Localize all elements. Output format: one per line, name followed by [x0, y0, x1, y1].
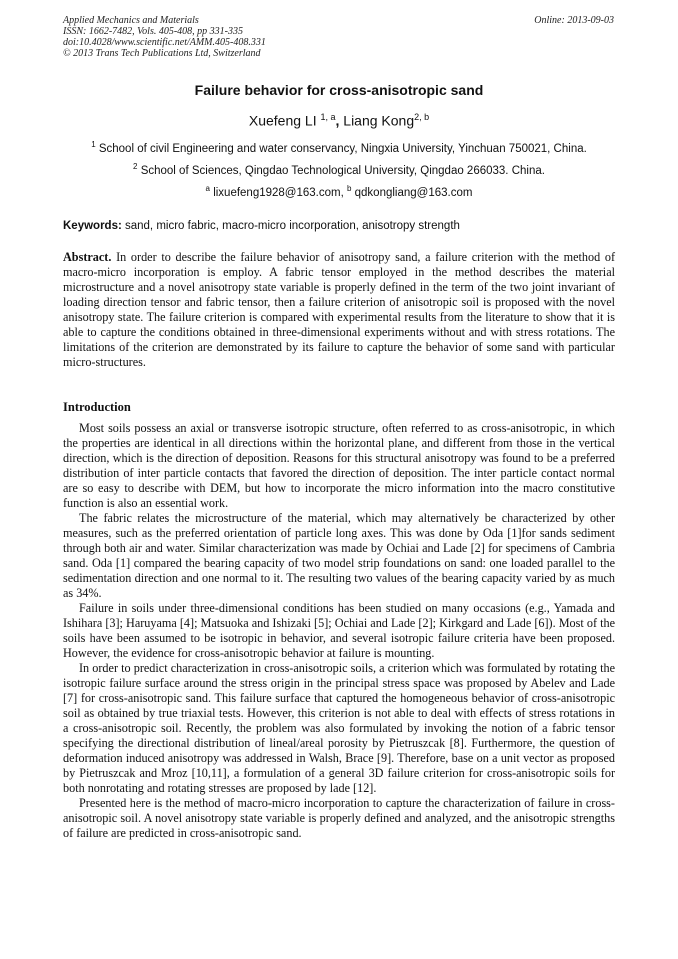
- author-emails: [0, 184, 678, 199]
- affiliation-number: 1: [91, 140, 96, 149]
- abstract: [63, 250, 615, 370]
- author-affiliation-mark: 1, a: [320, 112, 336, 122]
- keywords-line: [63, 220, 615, 232]
- paragraph: Presented here is the method of macro-micro incorporation to capture the characterization of failure in cross-anisotropic soil. A novel anisotropy state variable is properly defined and analyzed, and the anisotropic strengths of failure are predicted in cross-anisotropic sand.: [63, 796, 615, 840]
- keywords-label: Keywords:: [63, 220, 122, 232]
- issn-line: ISSN: 1662-7482, Vols. 405-408, pp 331-335: [63, 26, 243, 37]
- affiliation-text: School of civil Engineering and water conservancy, Ningxia University, Yinchuan 750021, China.: [98, 142, 587, 155]
- copyright-line: © 2013 Trans Tech Publications Ltd, Switzerland: [63, 48, 261, 59]
- abstract-text: In order to describe the failure behavior of anisotropy sand, a failure criterion with the method of macro-micro incorporation is employ. A fabric tensor employed in the method describes the material microstructure and a novel anisotropy state variable is properly defined in the term of the two joint invariant of loading direction tensor and fabric tensor, then a failure criterion of anisotropic soil is proposed with the novel anisotropy state. The failure criterion is compared with experimental results from the literature to show that it is able to capture the conditions obtained in three-dimensional experiments without and with stress rotations. The limitations of the criterion are demonstrated by its failure to capture the behavior of some sand with particular micro-structures.: [63, 250, 616, 369]
- paragraph: Most soils possess an axial or transverse isotropic structure, often referred to as cross-anisotropic, in which the properties are identical in all directions within the horizontal plane, and different from those in the vertical direction, which is the direction of deposition. Reasons for this structural anisotropy was found to be a preferred distribution of inter particle contacts that favored the direction of deposition. The inter particle contact normal are so easy to describe with DEM, but how to incorporate the micro information into the macro constitutive function is also an essential work.: [63, 421, 615, 510]
- affiliation-number: 2: [133, 162, 138, 171]
- abstract-label: Abstract.: [63, 250, 112, 264]
- section-heading-introduction: Introduction: [63, 400, 131, 414]
- affiliation-1: [0, 140, 678, 155]
- email-mark: a: [205, 184, 210, 193]
- paragraph: In order to predict characterization in cross-anisotropic soils, a criterion which was formulated by rotating the isotropic failure surface around the stress origin in the principal stress space was proposed by Abelev and Lade [7] for cross-anisotropic sand. This failure surface that captured the homogeneous behavior of cross-anisotropic soil as obtained by true triaxial tests. However, this criterion is not able to deal with effects of stress rotations in a cross-anisotropic soil. Recently, the problem was also formulated by invoking the notion of a fabric tensor specifying the directional distribution of lineal/areal porosity by Pietruszcak [8]. Furthermore, the question of deformation induced anisotropy was addressed in Walsh, Brace [9]. Therefore, base on a unit vector as proposed by Pietruszcak and Mroz [10,11], a formulation of a general 3D failure criterion for cross-anisotropic soils for both nonrotating and rotating stresses are proposed by lade [12].: [63, 661, 615, 795]
- online-date: Online: 2013-09-03: [534, 15, 614, 26]
- affiliation-text: School of Sciences, Qingdao Technological University, Qingdao 266033. China.: [140, 164, 545, 177]
- author-line: [0, 112, 678, 129]
- paper-title: Failure behavior for cross-anisotropic sand: [194, 82, 484, 98]
- email-address: qdkongliang@163.com: [354, 186, 473, 199]
- author-name: Xuefeng LI: [248, 112, 317, 129]
- journal-name: Applied Mechanics and Materials: [63, 15, 199, 26]
- journal-header: [63, 15, 266, 59]
- paragraph: Failure in soils under three-dimensional conditions has been studied on many occasions (e.g., Yamada and Ishihara [3]; Haruyama [4]; Matsuoka and Ishizaki [5]; Ochiai and Lade [2]; Kirkgard and Lade [6]). Most of the soils have been assumed to be isotropic in behavior, and several isotropic failure criteria have been proposed. However, the evidence for cross-anisotropic behavior at failure is mounting.: [63, 601, 615, 660]
- author-separator: ,: [335, 112, 340, 129]
- author-name: Liang Kong: [343, 112, 415, 129]
- keywords-text: sand, micro fabric, macro-micro incorporation, anisotropy strength: [125, 220, 460, 232]
- email-address: lixuefeng1928@163.com,: [213, 186, 344, 199]
- affiliation-2: [0, 162, 678, 177]
- doi-line: doi:10.4028/www.scientific.net/AMM.405-408.331: [63, 37, 266, 48]
- email-mark: b: [346, 184, 352, 193]
- introduction-body: [63, 421, 615, 841]
- author-affiliation-mark: 2, b: [414, 112, 430, 122]
- paragraph: The fabric relates the microstructure of the material, which may alternatively be characterized by other measures, such as the preferred orientation of particle long axes. This was done by Oda [1]for sands sediment through both air and water. Similar characterization was made by Ochiai and Lade [2] for specimens of Cambria sand. Oda [1] compared the bearing capacity of two model strip foundations on sand: one loaded parallel to the sedimentation direction and one normal to it. The resulting two values of the bearing capacity varied by as much as 34%.: [63, 511, 615, 600]
